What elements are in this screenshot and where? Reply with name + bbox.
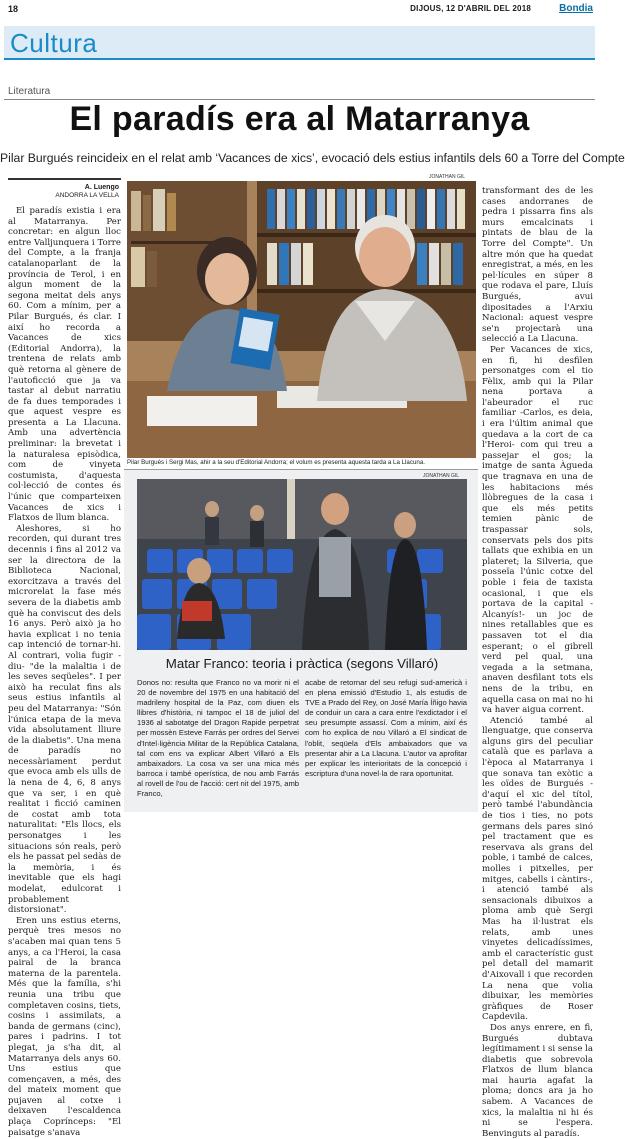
paragraph: El paradís existia i era al Matarranya. Per concretar: en algun lloc entre Valljunquera i Torre del Compte, a la franja catalanoparlant de la província de Terol, i en algun moment de la segona meitat dels anys 60. Com a mínim, per a Pilar Burgués, és clar. I així ho recorda a Vacances de xics (Editorial Andorra), la trentena de relats amb què retorna al gènere de l'autoficció que ja va tastar al debut narratiu de fa dues temporades i que aquest vespre es presenta a La Llacuna. Amb una advertència preliminar: la brevetat i la naturalesa episòdica, com de vinyeta costumista, d'aquesta col·lecció de contes és l'únic que comparteixen Vacances de xics i Flatxos de llum blanca. <box>8 206 121 524</box>
paragraph: Per Vacances de xics, en fi, hi desfilen personatges com el tio Fèlix, amb qui la Pilar nena portava a l'abeurador el ruc familiar -Carlos, es deia, i era l'últim animal que quedava a la cort de ca l'Heroi- com qui treu a passejar el gos; la imatge de santa Àgueda que tragnava en una de les habitacions més llòbregues de la casa i que els més petits temien pànic de traspassar sols, conservats pels dos pits tallats que exhibia en un plateret; la Silveria, que posseïa l'únic cotxe del poble i feia de taxista ocasional, i que els portava de la capital -Alcanyís!- un joc de nines retallables que es passaven tot el dia esperant; o el gibrell verd pel qual, una vegada a la setmana, anaven desfilant tots els nens de la tribu, en aquella casa on mai no hi va haver aigua corrent. <box>482 344 593 716</box>
sidebar-column-1: Donos no: resulta que Franco no va morir ni el 20 de novembre del 1975 en una habitació del madrileny hospital de la Paz, com diuen els llibres d'història, ni tampoc el 18 de juliol del 1936 al sabotatge del Dragon Rapide perpetrat per mossèn Esteve Farrás per ordres del Servei d'Intel·ligència Militar de la República Catalana, tal com ens va explicar Albert Villaró a Els ambaixadors. La cosa va ser una mica més barroca i també operística, de nou amb Farrás al rovell de l'ou de l'acció: cert nit del 1975, amb Franco, <box>137 678 299 799</box>
paragraph: Dos anys enrere, en fi, Burgués dubtava legítimament i si sense la diabetis que sobrevola Flatxos de llum blanca mai hauria agafat la ploma; doncs ara ja ho sabem. A Vacances de xics, la malaltia ni hi és ni se l'espera. Benvinguts al paradís. <box>482 1022 594 1139</box>
paragraph: Aleshores, si ho recorden, qui durant tres decennis i fins al 2012 va ser la directora de la Biblioteca Nacional, exorcitzava a través del microrelat la fase més severa de la diabetis amb què ha conviscut des dels 16 anys. Però això ja ho havia explicat i no tenia cap intenció de tornar-hi. Al contrari, volia fugir -diu- "de la malaltia i de les seves seqüeles". I per això ha reculat fins als seus estius infantils al peu del Matarranya: "Són l'única etapa de la meva vida absolutament lliure de la diabetis". Una mena de paradís no necessàriament perdut que evoca amb els ulls de la nena de 4, 6, 8 anys que va ser, i en què realitat i ficció caminen de costat amb tota naturalitat: "Els llocs, els personatges i les situacions són reals, però els he passat pel sedàs de la memòria, i és inevitable que els hagi modelat, edulcorat i probablement distorsionat". <box>8 523 121 916</box>
authors-photo-illustration <box>127 181 476 458</box>
paragraph: Eren uns estius eterns, perquè tres mesos no s'acaben mai quan tens 5 anys, a ca l'Heroi, la casa pairal de la branca materna de la parentela. Més que la família, s'hi reunia una tribu que completaven cosins, tiets, cosins i assimilats, a banda de germans (cinc), pares i padrins. I tot plegat, ja s'ha dit, al Matarranya dels anys 60. Uns estius que començaven, a més, des del mateix moment que pujaven al cotxe i deixaven l'escaldenca plaça Coprínceps: "El paisatge s'anava <box>8 915 121 1138</box>
article-column-1 <box>8 206 121 1138</box>
byline-author: A. Luengo <box>84 184 119 191</box>
authors-photo <box>127 181 476 458</box>
page-number: 18 <box>8 4 19 14</box>
article-headline: El paradís era al Matarranya <box>69 100 530 138</box>
paragraph: Atenció també al llenguatge, que conserva alguns girs del peculiar català que es parlava a l'època al Matarranya i que sonava tan exòtic a les oïdes de Burgués -d'aquí el xic del títol, però també l'abundància de tios i ties, no pots germans dels pares sinó pel tractament que es reservava als grans del poble, i també de calces, molles i pitxelles, per mitges, cabells i càntirs-, i atenció també als sensacionals dibuixos a ploma amb què Sergi Mas ha il·lustrat els relats, amb unes vinyetes delicadíssimes, amb el característic gust pel detall del mamarit d'Aixovall i que recorden La nena que volia dibuixar, les memòries gràfiques de Roser Capdevila. <box>482 715 593 1023</box>
byline-place: ANDORRA LA VELLA <box>55 192 119 199</box>
photo-credit: JONATHAN GIL <box>429 174 466 180</box>
page-header <box>4 2 595 16</box>
sidebar-column-2: acabe de retornar del seu refugi sud-americà i en plena emissió d'Estudio 1, als estudis de TVE a Prado del Rey, on José María Íñigo havia de conduir un cara a cara entre l'exdictador i el seu presumpte assassí. Com a mínim, així és com ho explica de nou Villaró a El sindicat de l'oblit, seqüela d'Els ambaixadors que va presentar ahir a La Llacuna. L'autor va aprofitar per explicar les interioritats de la concepció i escriptura d'una novel·la de rara oportunitat. <box>305 678 467 778</box>
photo-caption: Pilar Burgués i Sergi Mas, ahir a la seu d'Editorial Andorra; el volum es presenta aquesta tarda a La Llacuna. <box>127 459 426 466</box>
publication-date: DIJOUS, 12 D'ABRIL DEL 2018 <box>410 4 531 13</box>
sidebar-title: Matar Franco: teoria i pràctica (segons Villaró) <box>165 656 439 671</box>
section-band <box>4 26 595 60</box>
audience-photo <box>137 479 467 650</box>
paragraph: transformant des de les cases andorranes de pedra i pissarra fins als murs emcalcinats i pintats de blau de la Torre del Compte". Un altre món que ha quedat enregistrat, a més, en les pel·lícules en súper 8 que rodava el pare, Lluís Burgués, avui dipositades a l'Arxiu Nacional: aquest vespre se'n projectarà una selecció a La Llacuna. <box>482 186 593 345</box>
audience-photo-illustration <box>137 479 467 650</box>
sidebar-photo-credit: JONATHAN GIL <box>423 473 460 479</box>
category-label: Literatura <box>8 86 51 97</box>
byline <box>8 178 121 202</box>
article-subhead: Pilar Burgués reincideix en el relat amb ‘Vacances de xics’, evocació dels estius infantils dels 60 a Torre del Compte <box>0 151 625 165</box>
newspaper-logo: Bondia <box>559 3 593 14</box>
article-column-2 <box>482 186 594 1139</box>
section-title: Cultura <box>10 28 98 58</box>
section-rule <box>4 58 595 60</box>
